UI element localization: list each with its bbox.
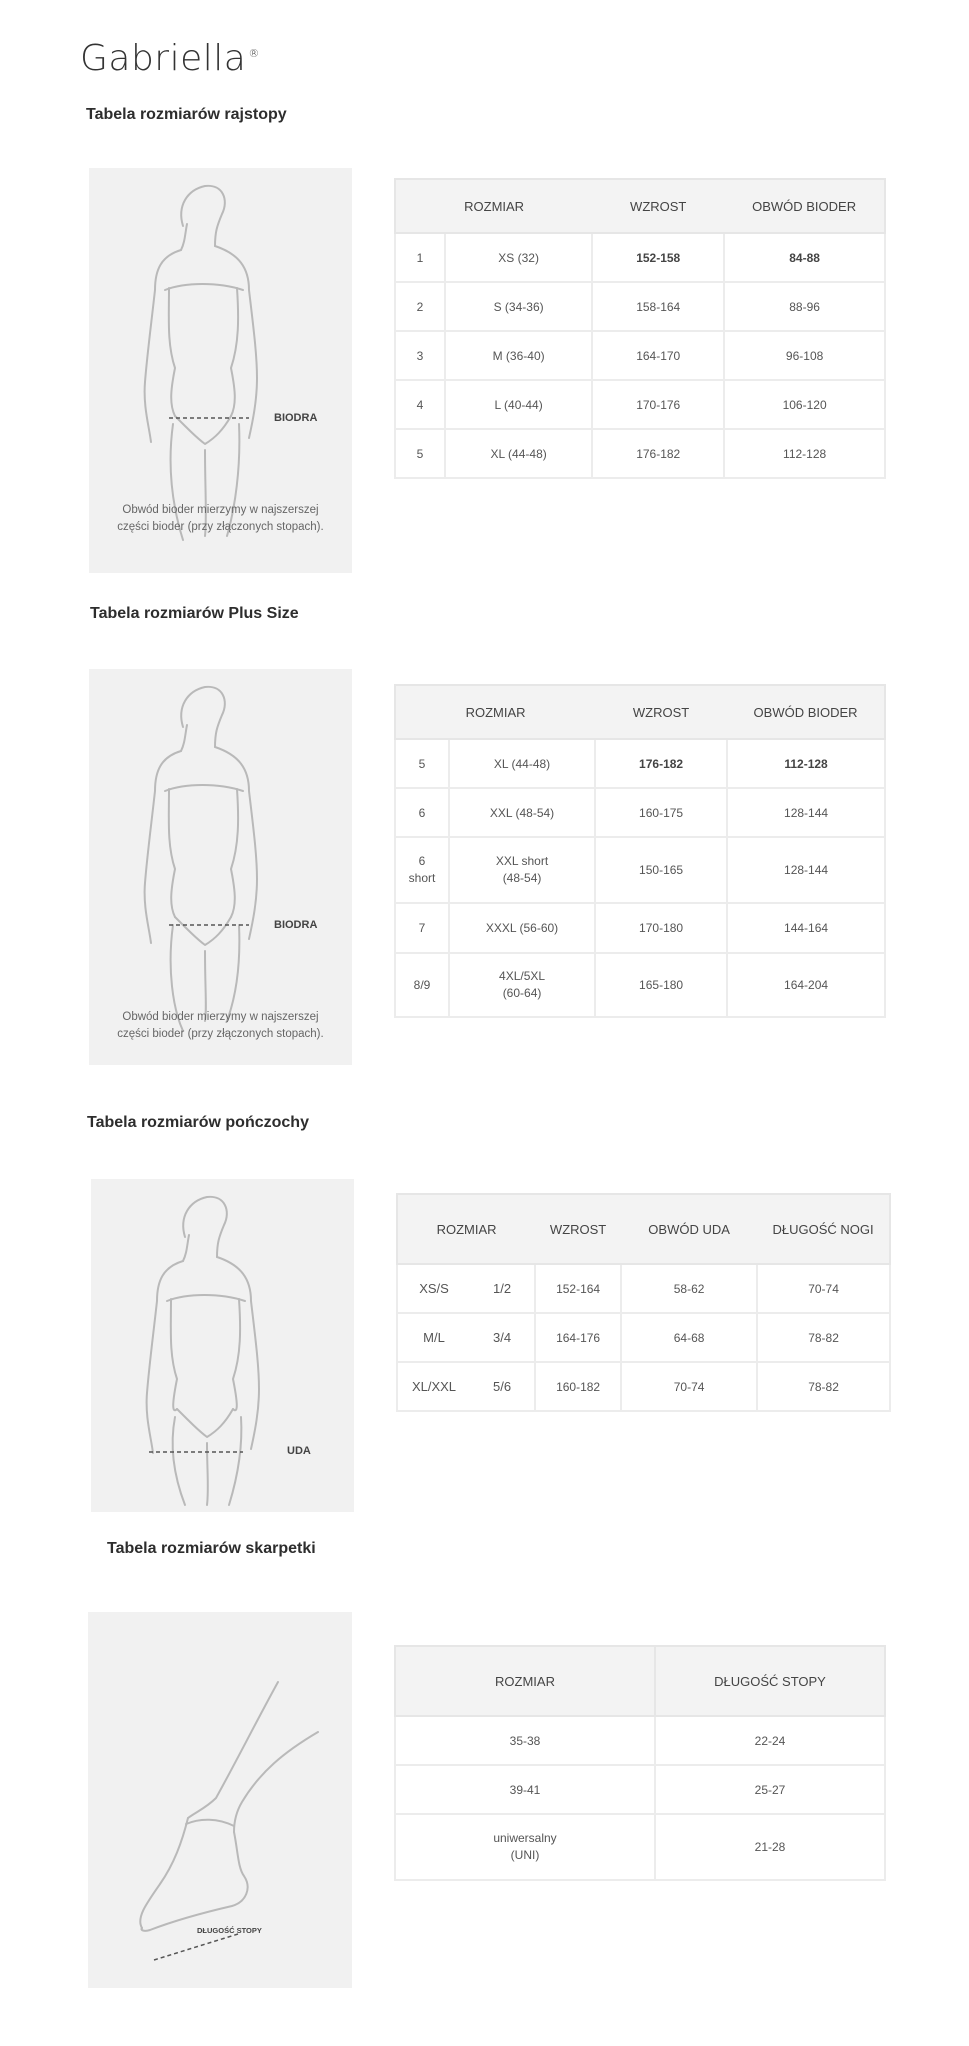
table-row — [395, 1814, 885, 1880]
table-row — [395, 739, 885, 788]
cell-size-code: 1/2 — [470, 1264, 535, 1313]
cell-size-label: XXXL (56-60) — [449, 903, 595, 953]
brand-logo — [80, 38, 260, 79]
cell-rozmiar: 39-41 — [395, 1765, 655, 1814]
cell-wzrost: 160-182 — [535, 1362, 621, 1411]
figure-panel-plus-size — [89, 669, 352, 1065]
table-row — [397, 1264, 890, 1313]
table-row — [395, 233, 885, 282]
cell-dlugosc-nogi: 78-82 — [757, 1362, 890, 1411]
cell-size-number: 5 — [395, 739, 449, 788]
cell-size-label: XL (44-48) — [445, 429, 592, 478]
figure-panel-rajstopy — [89, 168, 352, 573]
cell-wzrost: 152-158 — [592, 233, 724, 282]
cell-size-number: 6 — [395, 788, 449, 837]
col-header-rozmiar: ROZMIAR — [395, 1646, 655, 1716]
section-title-skarpetki: Tabela rozmiarów skarpetki — [107, 1540, 316, 1557]
cell-dlugosc-stopy: 22-24 — [655, 1716, 885, 1765]
col-header-obwod-uda: OBWÓD UDA — [621, 1194, 757, 1264]
cell-obwod: 106-120 — [724, 380, 885, 429]
size-table-ponczochy — [396, 1193, 891, 1412]
cell-size-label: L (40-44) — [445, 380, 592, 429]
cell-dlugosc-nogi: 78-82 — [757, 1313, 890, 1362]
cell-size-number: 8/9 — [395, 953, 449, 1017]
section-title-ponczochy: Tabela rozmiarów pończochy — [87, 1114, 309, 1131]
brand-name: Gabriella — [80, 38, 247, 79]
cell-obwod: 84-88 — [724, 233, 885, 282]
col-header-wzrost: WZROST — [592, 179, 724, 233]
cell-obwod: 88-96 — [724, 282, 885, 331]
body-figure-illustration — [91, 1179, 354, 1512]
col-header-dlugosc-stopy: DŁUGOŚĆ STOPY — [655, 1646, 885, 1716]
col-header-rozmiar: ROZMIAR — [395, 685, 595, 739]
cell-obwod-uda: 58-62 — [621, 1264, 757, 1313]
col-header-dlugosc-nogi: DŁUGOŚĆ NOGI — [757, 1194, 890, 1264]
figure-panel-ponczochy — [91, 1179, 354, 1512]
cell-rozmiar: 35-38 — [395, 1716, 655, 1765]
cell-wzrost: 158-164 — [592, 282, 724, 331]
cell-size-number: 1 — [395, 233, 445, 282]
col-header-rozmiar: ROZMIAR — [395, 179, 592, 233]
cell-size-number: 3 — [395, 331, 445, 380]
cell-size-label: 4XL/5XL (60-64) — [449, 953, 595, 1017]
section-title-plus-size: Tabela rozmiarów Plus Size — [90, 605, 299, 622]
col-header-obwod-bioder: OBWÓD BIODER — [724, 179, 885, 233]
table-row — [395, 429, 885, 478]
cell-wzrost: 170-180 — [595, 903, 727, 953]
size-table-plus-size — [394, 684, 886, 1018]
cell-wzrost: 150-165 — [595, 837, 727, 903]
cell-size-number: 6 short — [395, 837, 449, 903]
registered-mark: ® — [248, 47, 260, 60]
measure-label-biodra: BIODRA — [274, 412, 318, 424]
col-header-wzrost: WZROST — [535, 1194, 621, 1264]
table-row — [395, 903, 885, 953]
measure-caption: Obwód bioder mierzymy w najszerszej części bioder (przy złączonych stopach). — [117, 504, 324, 533]
body-figure-illustration — [89, 669, 352, 1065]
size-table-rajstopy — [394, 178, 886, 479]
cell-wzrost: 176-182 — [592, 429, 724, 478]
cell-obwod: 144-164 — [727, 903, 885, 953]
cell-obwod: 112-128 — [724, 429, 885, 478]
cell-size-label: M/L — [397, 1313, 470, 1362]
cell-obwod: 128-144 — [727, 788, 885, 837]
table-row — [395, 282, 885, 331]
size-table-skarpetki — [394, 1645, 886, 1881]
cell-size-label: XS (32) — [445, 233, 592, 282]
cell-rozmiar: uniwersalny (UNI) — [395, 1814, 655, 1880]
cell-wzrost: 176-182 — [595, 739, 727, 788]
cell-wzrost: 165-180 — [595, 953, 727, 1017]
measure-label-uda: UDA — [287, 1445, 311, 1457]
cell-size-label: S (34-36) — [445, 282, 592, 331]
cell-size-code: 5/6 — [470, 1362, 535, 1411]
cell-size-number: 7 — [395, 903, 449, 953]
cell-size-number: 5 — [395, 429, 445, 478]
cell-size-label: XXL short (48-54) — [449, 837, 595, 903]
cell-size-code: 3/4 — [470, 1313, 535, 1362]
cell-obwod-uda: 70-74 — [621, 1362, 757, 1411]
cell-size-label: XXL (48-54) — [449, 788, 595, 837]
cell-obwod: 164-204 — [727, 953, 885, 1017]
cell-wzrost: 164-170 — [592, 331, 724, 380]
col-header-rozmiar: ROZMIAR — [397, 1194, 535, 1264]
measure-label-dlugosc-stopy: DŁUGOŚĆ STOPY — [197, 1926, 262, 1935]
cell-wzrost: 160-175 — [595, 788, 727, 837]
cell-obwod: 96-108 — [724, 331, 885, 380]
table-row — [395, 953, 885, 1017]
cell-wzrost: 170-176 — [592, 380, 724, 429]
cell-dlugosc-stopy: 25-27 — [655, 1765, 885, 1814]
table-row — [397, 1313, 890, 1362]
cell-wzrost: 152-164 — [535, 1264, 621, 1313]
table-row — [395, 380, 885, 429]
cell-size-number: 4 — [395, 380, 445, 429]
table-row — [395, 331, 885, 380]
table-row — [397, 1362, 890, 1411]
figure-panel-skarpetki — [88, 1612, 352, 1988]
measure-caption: Obwód bioder mierzymy w najszerszej części bioder (przy złączonych stopach). — [117, 1011, 324, 1040]
cell-wzrost: 164-176 — [535, 1313, 621, 1362]
cell-obwod: 112-128 — [727, 739, 885, 788]
table-row — [395, 1765, 885, 1814]
cell-size-label: XL/XXL — [397, 1362, 470, 1411]
cell-size-label: M (36-40) — [445, 331, 592, 380]
cell-dlugosc-stopy: 21-28 — [655, 1814, 885, 1880]
cell-obwod-uda: 64-68 — [621, 1313, 757, 1362]
cell-size-label: XS/S — [397, 1264, 470, 1313]
cell-size-label: XL (44-48) — [449, 739, 595, 788]
cell-dlugosc-nogi: 70-74 — [757, 1264, 890, 1313]
cell-obwod: 128-144 — [727, 837, 885, 903]
foot-measure-line — [154, 1934, 238, 1960]
col-header-obwod-bioder: OBWÓD BIODER — [727, 685, 885, 739]
section-title-rajstopy: Tabela rozmiarów rajstopy — [86, 106, 287, 123]
table-row — [395, 837, 885, 903]
table-row — [395, 788, 885, 837]
measure-label-biodra: BIODRA — [274, 919, 318, 931]
col-header-wzrost: WZROST — [595, 685, 727, 739]
table-row — [395, 1716, 885, 1765]
cell-size-number: 2 — [395, 282, 445, 331]
